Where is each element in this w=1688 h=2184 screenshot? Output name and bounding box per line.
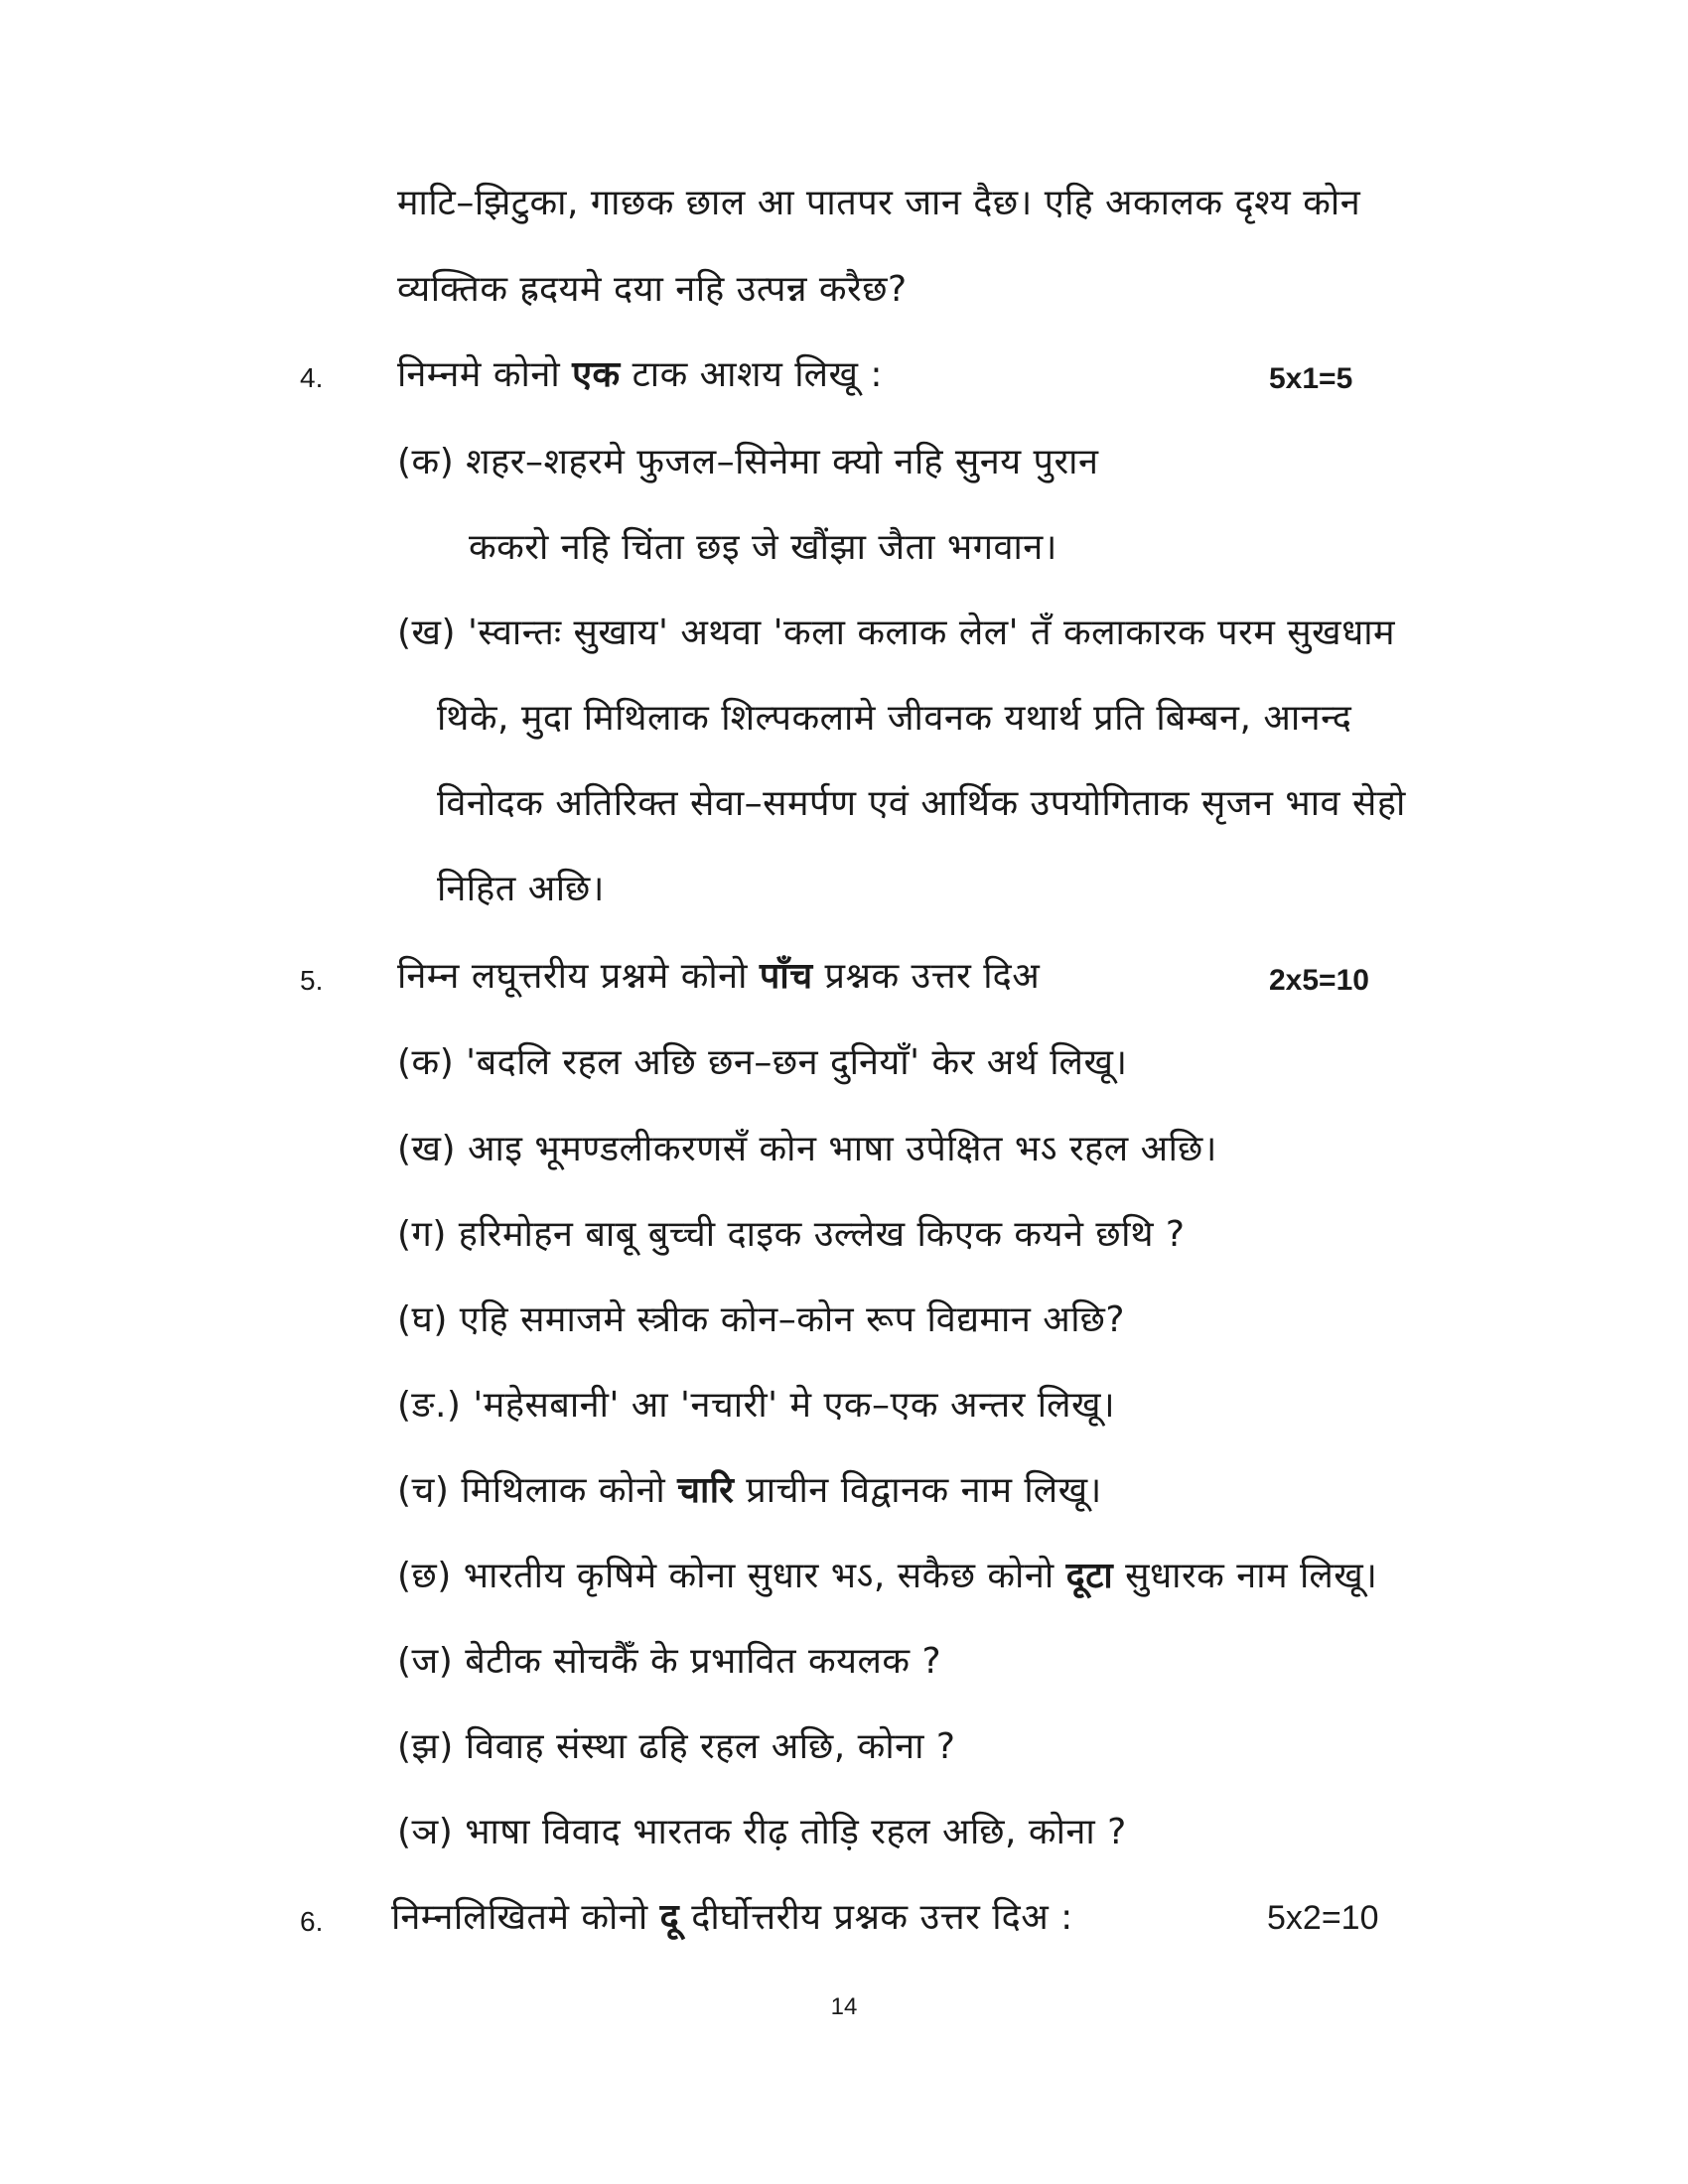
q4-option-kha-line-1: (ख) 'स्वान्तः सुखाय' अथवा 'कला कलाक लेल' तँ कलाकारक परम सुखधाम bbox=[397, 613, 1396, 653]
q5-option-cha-post: प्राचीन विद्वानक नाम लिखू। bbox=[734, 1470, 1102, 1511]
question-5-heading-pre: निम्न लघूत्तरीय प्रश्नमे कोनो bbox=[397, 956, 760, 997]
q5-option-ka: (क) 'बदलि रहल अछि छन–छन दुनियाँ' केर अर्थ लिखू। bbox=[397, 1042, 1128, 1083]
question-4-heading bbox=[397, 353, 883, 397]
q4-option-ka-line-1: (क) शहर–शहरमे फुजल–सिनेमा क्यो नहि सुनय पुरान bbox=[397, 442, 1099, 482]
q5-option-cha bbox=[397, 1469, 1102, 1513]
q5-option-gha: (घ) एहि समाजमे स्त्रीक कोन–कोन रूप विद्यमान अछि? bbox=[397, 1299, 1125, 1340]
q5-option-chha-pre: (छ) भारतीय कृषिमे कोना सुधार भऽ, सकैछ कोनो bbox=[397, 1556, 1066, 1596]
question-4-heading-post: टाक आशय लिखू : bbox=[620, 354, 884, 395]
q5-option-ja: (ज) बेटीक सोचकैँ के प्रभावित कयलक ? bbox=[397, 1641, 942, 1682]
question-5-heading-post: प्रश्नक उत्तर दिअ bbox=[812, 956, 1041, 997]
question-4-number: 4. bbox=[300, 362, 324, 393]
q4-option-kha-line-2: थिके, मुदा मिथिलाक शिल्पकलामे जीवनक यथार्थ प्रति बिम्बन, आनन्द bbox=[437, 698, 1352, 739]
q4-option-kha-line-3: विनोदक अतिरिक्त सेवा–समर्पण एवं आर्थिक उपयोगिताक सृजन भाव सेहो bbox=[437, 783, 1406, 824]
question-4-heading-bold: एक bbox=[572, 354, 621, 395]
question-5-marks: 2x5=10 bbox=[1269, 964, 1369, 997]
q5-option-chha-post: सुधारक नाम लिखू। bbox=[1113, 1556, 1378, 1596]
q5-option-cha-bold: चारि bbox=[677, 1470, 735, 1511]
question-6-heading bbox=[391, 1896, 1073, 1940]
q5-option-nya: (ञ) भाषा विवाद भारतक रीढ़ तोड़ि रहल अछि, कोना ? bbox=[397, 1812, 1127, 1852]
question-6-heading-pre: निम्नलिखितमे कोनो bbox=[391, 1897, 660, 1938]
q5-option-jha: (झ) विवाह संस्था ढहि रहल अछि, कोना ? bbox=[397, 1726, 956, 1767]
question-6-heading-post: दीर्घोत्तरीय प्रश्नक उत्तर दिअ : bbox=[679, 1897, 1073, 1938]
q5-option-ga: (ग) हरिमोहन बाबू बुच्ची दाइक उल्लेख किएक कयने छथि ? bbox=[397, 1214, 1186, 1255]
question-4-marks: 5x1=5 bbox=[1269, 362, 1353, 395]
question-6-marks: 5x2=10 bbox=[1267, 1899, 1379, 1937]
continuation-line-1: माटि–झिटुका, गाछक छाल आ पातपर जान दैछ। एहि अकालक दृश्य कोन bbox=[397, 183, 1361, 223]
q5-option-cha-pre: (च) मिथिलाक कोनो bbox=[397, 1470, 678, 1511]
page-number: 14 bbox=[830, 1993, 858, 2020]
q5-option-nga: (ङ.) 'महेसबानी' आ 'नचारी' मे एक–एक अन्तर लिखू। bbox=[397, 1385, 1116, 1426]
question-5-heading-bold: पाँच bbox=[759, 956, 813, 997]
question-6-heading-bold: दू bbox=[659, 1897, 680, 1938]
question-5-heading bbox=[397, 955, 1040, 999]
q5-option-chha-bold: दूटा bbox=[1065, 1556, 1114, 1596]
q4-option-ka-line-2: ककरो नहि चिंता छइ जे खौंझा जैता भगवान। bbox=[469, 527, 1057, 568]
question-6-number: 6. bbox=[300, 1906, 324, 1937]
q4-option-kha-line-4: निहित अछि। bbox=[437, 869, 605, 909]
question-4-heading-pre: निम्नमे कोनो bbox=[397, 354, 573, 395]
continuation-line-2: व्यक्तिक ह्रदयमे दया नहि उत्पन्न करैछ? bbox=[397, 269, 908, 310]
q5-option-chha bbox=[397, 1555, 1377, 1598]
q5-option-kha: (ख) आइ भूमण्डलीकरणसँ कोन भाषा उपेक्षित भऽ रहल अछि। bbox=[397, 1129, 1217, 1169]
question-5-number: 5. bbox=[300, 965, 324, 996]
